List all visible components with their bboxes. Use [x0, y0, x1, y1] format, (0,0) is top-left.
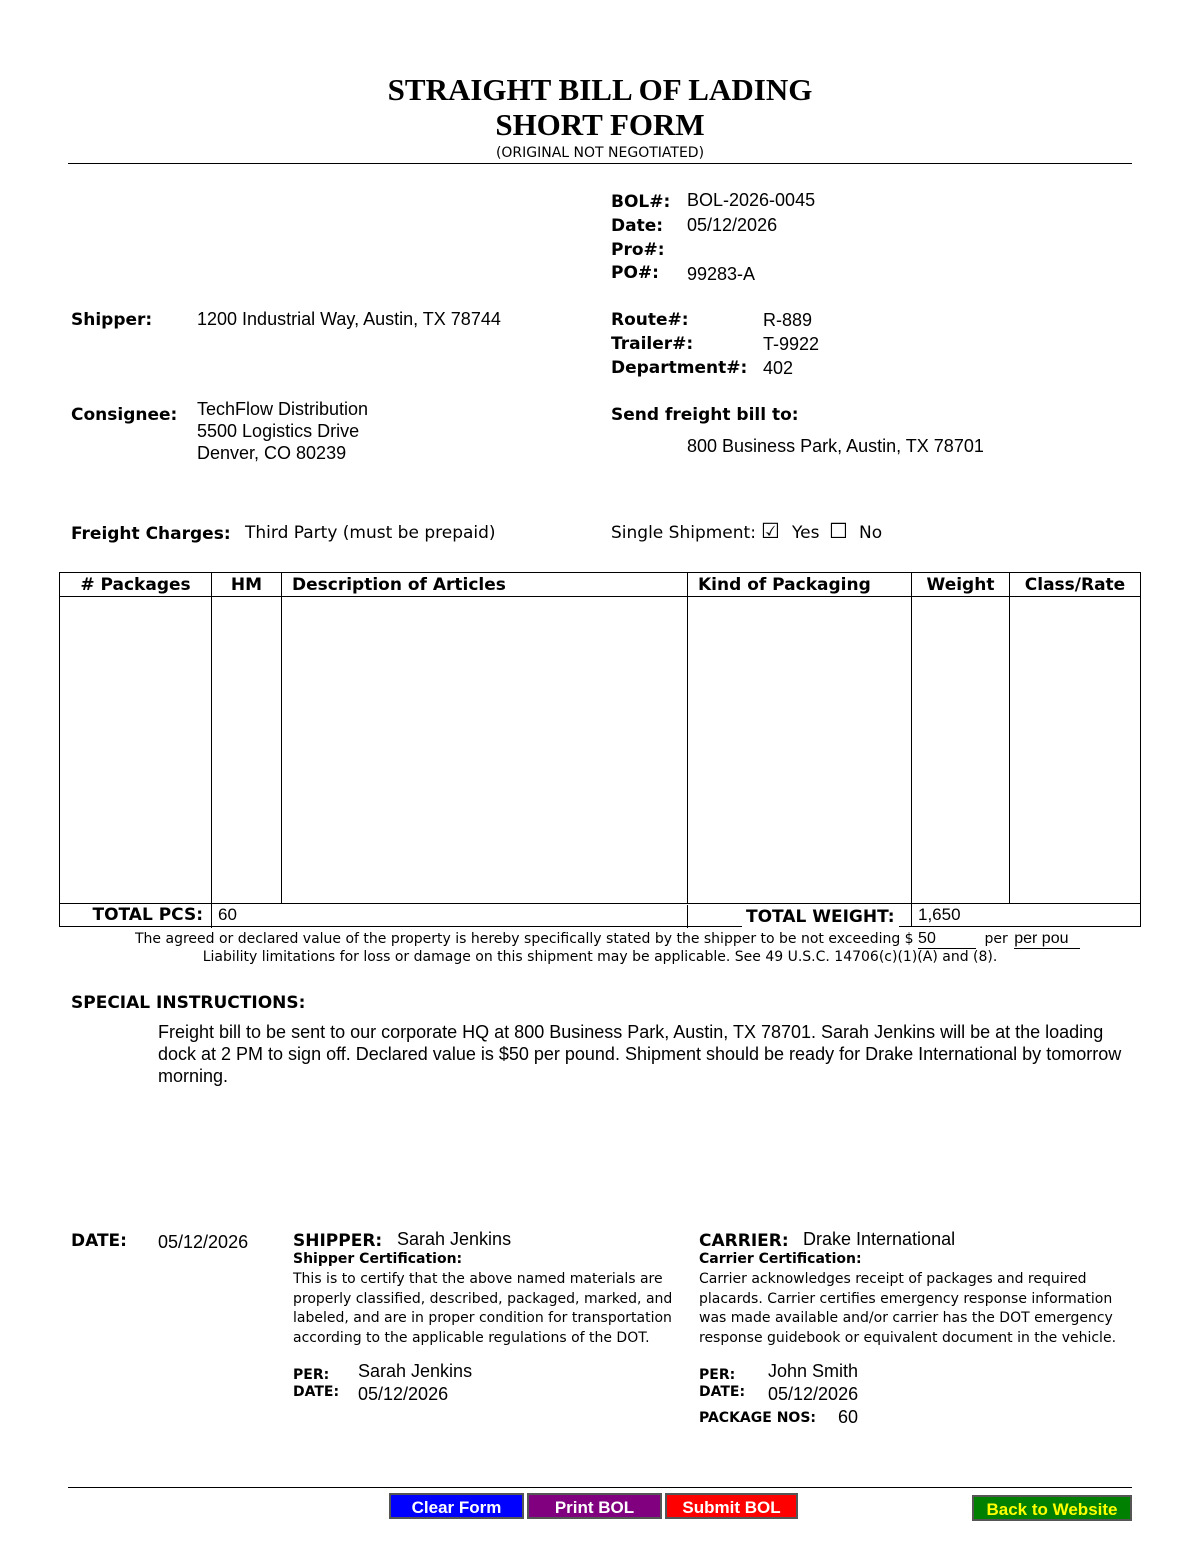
total-weight-divider	[687, 905, 688, 928]
carrier-per-field[interactable]: John Smith	[768, 1361, 859, 1381]
pro-number-label: Pro#:	[611, 240, 665, 260]
special-instructions-field[interactable]: Freight bill to be sent to our corporate HQ at 800 Business Park, Austin, TX 78701. Sarah Jenkins will be at the loading dock at 2 PM to sign off. Declared value is $50 per pound. Shipment should be ready for Drake International by tomorrow morning.	[158, 1022, 1122, 1086]
freight-charges-label: Freight Charges:	[71, 524, 231, 544]
signature-date-field[interactable]: 05/12/2026	[158, 1232, 249, 1252]
table-header-row	[60, 573, 1141, 597]
single-shipment-no-label: No	[859, 523, 883, 543]
packages-cell[interactable]	[60, 597, 212, 904]
carrier-date-label: DATE:	[699, 1384, 746, 1400]
shipper-cert-title: Shipper Certification:	[293, 1251, 463, 1267]
route-field[interactable]: R-889	[763, 310, 813, 330]
route-label: Route#:	[611, 310, 689, 330]
single-shipment-no-checkbox[interactable]: ☐	[829, 519, 848, 543]
declared-value-amount-field[interactable]: 50	[918, 930, 976, 949]
consignee-street-field[interactable]: 5500 Logistics Drive	[197, 421, 360, 441]
declared-value-per-field[interactable]: per pou	[1014, 930, 1080, 949]
shipper-date-label: DATE:	[293, 1384, 340, 1400]
col-header-description: Description of Articles	[282, 573, 688, 597]
shipper-signature-field[interactable]: Sarah Jenkins	[397, 1229, 512, 1249]
pro-number-field[interactable]	[687, 240, 837, 260]
declared-value-prefix: The agreed or declared value of the property is hereby specifically stated by the shipper to be not exceeding $	[135, 931, 914, 947]
doc-subtitle: (ORIGINAL NOT NEGOTIATED)	[495, 145, 705, 161]
carrier-cert-title: Carrier Certification:	[699, 1251, 862, 1267]
package-nos-field[interactable]: 60	[838, 1407, 859, 1427]
single-shipment-yes-checkbox[interactable]: ☑	[761, 519, 780, 543]
col-header-hm: HM	[212, 573, 282, 597]
freight-bill-address-field[interactable]: 800 Business Park, Austin, TX 78701	[687, 436, 984, 456]
shipper-address-field[interactable]: 1200 Industrial Way, Austin, TX 78744	[197, 309, 501, 329]
consignee-city-field[interactable]: Denver, CO 80239	[197, 443, 347, 463]
bol-number-field[interactable]: BOL-2026-0045	[687, 190, 816, 210]
clear-form-button[interactable]: Clear Form	[389, 1493, 524, 1519]
date-label: Date:	[611, 216, 664, 236]
footer-divider	[68, 1487, 1132, 1488]
table-totals-row	[60, 904, 1141, 927]
shipper-label: Shipper:	[71, 310, 153, 330]
consignee-name-field[interactable]: TechFlow Distribution	[197, 399, 369, 419]
total-weight-label: TOTAL WEIGHT:	[742, 907, 899, 927]
package-nos-label: PACKAGE NOS:	[699, 1410, 816, 1426]
single-shipment-yes-label: Yes	[792, 523, 820, 543]
declared-value-per-label: per	[984, 931, 1008, 947]
consignee-label: Consignee:	[71, 405, 178, 425]
total-pcs-divider	[211, 905, 212, 928]
freight-bill-label: Send freight bill to:	[611, 405, 799, 425]
shipper-cert-text: This is to certify that the above named materials are properly classified, described, packaged, marked, and labeled, and are in proper condition for transportation according to the applicable regulations of the DOT.	[293, 1271, 673, 1346]
po-number-field[interactable]: 99283-A	[687, 264, 756, 284]
shipper-signature-label: SHIPPER:	[293, 1231, 383, 1251]
articles-table	[59, 572, 1141, 927]
description-cell[interactable]	[282, 597, 688, 904]
table-body-row	[60, 597, 1141, 904]
total-weight-field[interactable]: 1,650	[912, 904, 1141, 927]
col-header-packages: # Packages	[60, 573, 212, 597]
bol-number-label: BOL#:	[611, 192, 671, 212]
col-header-class-rate: Class/Rate	[1010, 573, 1141, 597]
weight-cell[interactable]	[912, 597, 1010, 904]
declared-value-text	[135, 930, 1080, 949]
po-number-label: PO#:	[611, 263, 659, 283]
trailer-label: Trailer#:	[611, 334, 694, 354]
header-divider	[68, 163, 1132, 164]
carrier-date-field[interactable]: 05/12/2026	[768, 1384, 859, 1404]
trailer-field[interactable]: T-9922	[763, 334, 820, 354]
special-instructions-label: SPECIAL INSTRUCTIONS:	[71, 993, 306, 1013]
department-label: Department#:	[611, 358, 748, 378]
doc-title-line1: STRAIGHT BILL OF LADING	[387, 72, 813, 107]
total-pcs-field[interactable]: 60	[212, 904, 912, 927]
department-field[interactable]: 402	[763, 358, 794, 378]
carrier-signature-label: CARRIER:	[699, 1231, 789, 1251]
date-field[interactable]: 05/12/2026	[687, 215, 778, 235]
liability-notice: Liability limitations for loss or damage on this shipment may be applicable. See 49 U.S.C. 14706(c)(1)(A) and (8).	[202, 949, 998, 965]
carrier-cert-text: Carrier acknowledges receipt of packages and required placards. Carrier certifies emergency response information was made available and/or carrier has the DOT emergency response guidebook or equivalent document in the vehicle.	[699, 1271, 1117, 1346]
col-header-weight: Weight	[912, 573, 1010, 597]
carrier-per-label: PER:	[699, 1367, 736, 1383]
shipper-date-field[interactable]: 05/12/2026	[358, 1384, 449, 1404]
carrier-signature-field[interactable]: Drake International	[803, 1229, 956, 1249]
print-bol-button[interactable]: Print BOL	[527, 1493, 662, 1519]
doc-title-line2: SHORT FORM	[495, 107, 705, 142]
col-header-packaging: Kind of Packaging	[688, 573, 912, 597]
class-rate-cell[interactable]	[1010, 597, 1141, 904]
total-pcs-label: TOTAL PCS:	[60, 904, 212, 927]
shipper-per-label: PER:	[293, 1367, 330, 1383]
freight-charges-value[interactable]: Third Party (must be prepaid)	[245, 523, 496, 543]
signature-date-label: DATE:	[71, 1231, 127, 1251]
hm-cell[interactable]	[212, 597, 282, 904]
back-to-website-button[interactable]: Back to Website	[972, 1495, 1132, 1521]
shipper-per-field[interactable]: Sarah Jenkins	[358, 1361, 473, 1381]
packaging-cell[interactable]	[688, 597, 912, 904]
submit-bol-button[interactable]: Submit BOL	[665, 1493, 798, 1519]
single-shipment-label: Single Shipment:	[611, 523, 756, 543]
